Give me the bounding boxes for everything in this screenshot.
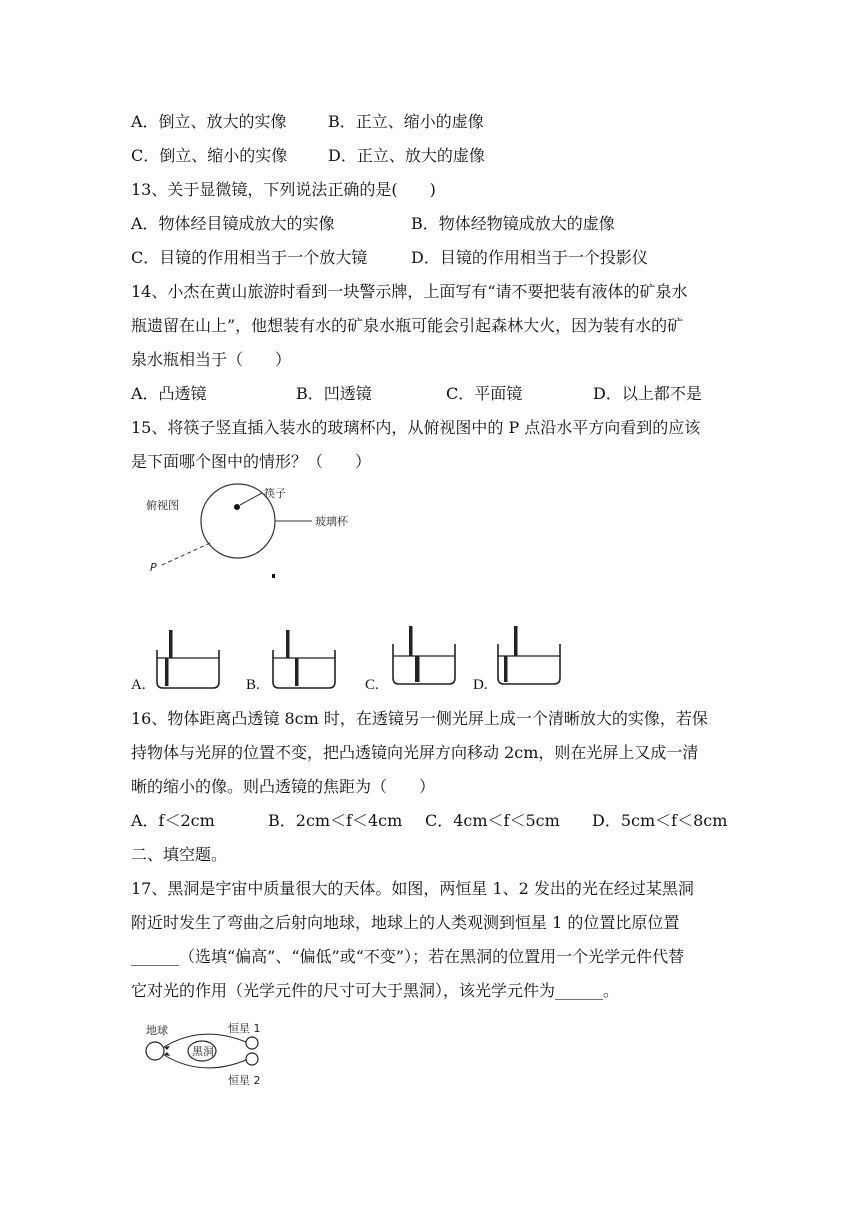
q15-line-1: 15、将筷子竖直插入装水的玻璃杯内，从俯视图中的 P 点沿水平方向看到的应该 — [131, 418, 701, 437]
q14-option-b: B．凹透镜 — [296, 384, 372, 403]
chopstick-leader — [240, 493, 262, 505]
q16-option-d: D．5cm＜f＜8cm — [592, 811, 728, 830]
q17-blackhole-figure — [140, 1020, 275, 1090]
q14-line-1: 14、小杰在黄山旅游时看到一块警示牌，上面写有“请不要把装有液体的矿泉水 — [131, 282, 688, 301]
q15-top-view-figure — [140, 485, 400, 585]
q16-option-b: B．2cm＜f＜4cm — [268, 811, 403, 830]
q14-line-2: 瓶遗留在山上”，他想装有水的矿泉水瓶可能会引起森林大火，因为装有水的矿 — [131, 316, 684, 335]
stray-mark — [272, 574, 275, 578]
q17-blackhole-label: 黑洞 — [192, 1045, 214, 1058]
q12-option-a: A．倒立、放大的实像 — [131, 112, 287, 131]
q16-option-c: C．4cm＜f＜5cm — [425, 811, 560, 830]
q15-glass-label: 玻璃杯 — [315, 515, 348, 528]
q14-option-a: A．凸透镜 — [131, 384, 207, 403]
q13-option-a: A．物体经目镜成放大的实像 — [131, 214, 335, 233]
cup-figure-b — [271, 628, 341, 690]
q15-chopsticks-label: 筷子 — [264, 487, 286, 500]
cup-figure-a — [155, 628, 225, 690]
q15-line-2: 是下面哪个图中的情形？（ ） — [131, 452, 372, 471]
q12-option-d: D．正立、放大的虚像 — [328, 146, 485, 165]
q13-option-c: C．目镜的作用相当于一个放大镜 — [131, 248, 368, 267]
earth-circle — [146, 1042, 164, 1060]
sight-line — [162, 543, 210, 565]
q16-line-1: 16、物体距离凸透镜 8cm 时，在透镜另一侧光屏上成一个清晰放大的实像，若保 — [131, 709, 708, 728]
q17-line-1: 17、黑洞是宇宙中质量很大的天体。如图，两恒星 1、2 发出的光在经过某黑洞 — [131, 879, 694, 898]
cup-label-a: A. — [131, 677, 146, 693]
cup-label-c: C. — [365, 677, 379, 693]
chopstick-dot — [234, 504, 240, 510]
star2-circle — [246, 1053, 258, 1065]
q15-point-label: P — [150, 561, 157, 574]
cup-figure-d — [496, 624, 566, 690]
q12-option-b: B．正立、缩小的虚像 — [328, 112, 484, 131]
q17-star1-label: 恒星 1 — [228, 1022, 261, 1035]
q17-line-3: ______（选填“偏高”、“偏低”或“不变”）；若在黑洞的位置用一个光学元件代替 — [131, 947, 685, 966]
cup-label-d: D. — [473, 677, 488, 693]
q17-star2-label: 恒星 2 — [228, 1074, 261, 1087]
q16-line-2: 持物体与光屏的位置不变，把凸透镜向光屏方向移动 2cm，则在光屏上又成一清 — [131, 743, 699, 762]
q16-line-3: 晰的缩小的像。则凸透镜的焦距为（ ） — [131, 777, 436, 796]
q13-stem: 13、关于显微镜，下列说法正确的是( ) — [131, 180, 436, 199]
section-heading: 二、填空题。 — [131, 845, 228, 864]
q17-line-2: 附近时发生了弯曲之后射向地球，地球上的人类观测到恒星 1 的位置比原位置 — [131, 913, 680, 932]
q14-option-d: D．以上都不是 — [593, 384, 702, 403]
q12-option-c: C．倒立、缩小的实像 — [131, 146, 288, 165]
star1-circle — [246, 1037, 258, 1049]
cup-label-b: B. — [246, 677, 260, 693]
q13-option-b: B．物体经物镜成放大的虚像 — [411, 214, 615, 233]
cup-figure-c — [391, 624, 461, 690]
q17-line-4: 它对光的作用（光学元件的尺寸可大于黑洞），该光学元件为______。 — [131, 981, 620, 1000]
q17-earth-label: 地球 — [146, 1024, 168, 1037]
q14-option-c: C．平面镜 — [446, 384, 523, 403]
q16-option-a: A．f＜2cm — [131, 811, 215, 830]
q14-line-3: 泉水瓶相当于（ ） — [131, 350, 292, 369]
q15-figure-title: 俯视图 — [146, 499, 179, 512]
q13-option-d: D．目镜的作用相当于一个投影仪 — [411, 248, 648, 267]
